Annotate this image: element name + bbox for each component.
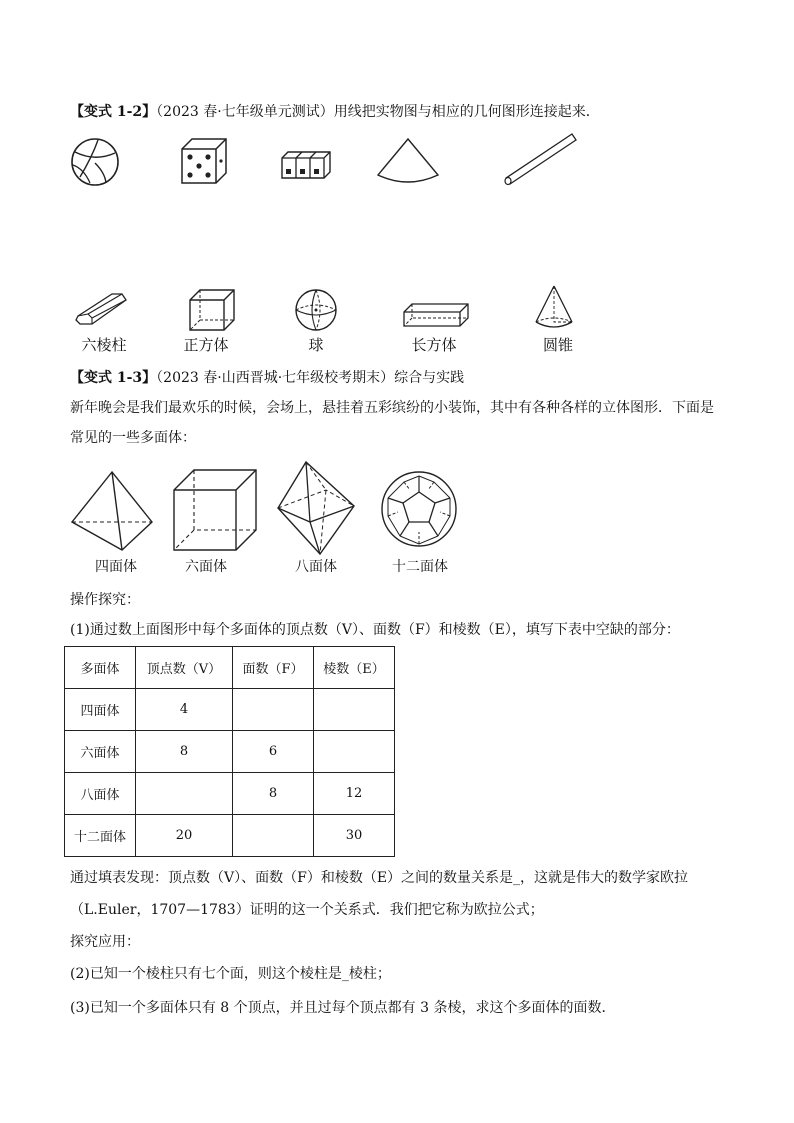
table-header-row — [65, 647, 395, 689]
table-cell: 12 — [314, 773, 395, 815]
label-cuboid: 长方体 — [411, 336, 457, 354]
discover-line-1: 通过填表发现：顶点数（V）、面数（F）和棱数（E）之间的数量关系是_，这就是伟大的数学家欧拉 — [70, 870, 689, 886]
rod-image — [502, 130, 578, 186]
problem-tag: 【变式 1-3】 — [70, 370, 157, 386]
paragraph-line-1: 新年晚会是我们最欢乐的时候，会场上，悬挂着五彩缤纷的小装饰，其中有各种各样的立体图形．下面是 — [70, 400, 714, 416]
label-cube: 正方体 — [183, 336, 229, 354]
fan-image — [376, 137, 440, 187]
table-cell: 四面体 — [65, 689, 136, 731]
dodecahedron-icon — [380, 470, 458, 548]
problem-1-2-heading — [70, 102, 600, 122]
problem-source: （2023 春·七年级单元测试） — [156, 104, 334, 120]
table-cell: 20 — [136, 815, 233, 857]
octahedron-icon — [276, 460, 356, 556]
table-cell[interactable] — [233, 689, 314, 731]
table-cell[interactable] — [314, 731, 395, 773]
label-cone: 圆锥 — [542, 336, 573, 354]
table-cell: 六面体 — [65, 731, 136, 773]
header-cell: 面数（F） — [233, 647, 314, 689]
dice-image — [178, 135, 230, 187]
volleyball-image — [70, 137, 120, 187]
paragraph-line-2: 常见的一些多面体： — [70, 430, 196, 446]
header-cell: 顶点数（V） — [136, 647, 233, 689]
box-blocks-image — [280, 150, 332, 180]
table-cell: 8 — [136, 731, 233, 773]
question-1: (1)通过数上面图形中每个多面体的顶点数（V）、面数（F）和棱数（E），填写下表中空缺的部分： — [70, 622, 680, 638]
table-cell: 6 — [233, 731, 314, 773]
label-tetrahedron: 四面体 — [95, 559, 137, 575]
question-2: (2)已知一个棱柱只有七个面，则这个棱柱是_棱柱； — [70, 966, 391, 982]
table-row — [65, 731, 395, 773]
header-cell: 棱数（E） — [314, 647, 395, 689]
table-cell: 4 — [136, 689, 233, 731]
table-cell[interactable] — [233, 815, 314, 857]
table-cell: 8 — [233, 773, 314, 815]
question-3: (3)已知一个多面体只有 8 个顶点，并且过每个顶点都有 3 条棱，求这个多面体的面数． — [70, 1000, 616, 1016]
operate-heading: 操作探究： — [70, 592, 140, 608]
table-cell: 30 — [314, 815, 395, 857]
polyhedron-table — [64, 646, 395, 857]
cube-icon — [188, 288, 236, 332]
table-row — [65, 815, 395, 857]
table-cell: 八面体 — [65, 773, 136, 815]
problem-text: 用线把实物图与相应的几何图形连接起来． — [333, 104, 600, 120]
header-cell: 多面体 — [65, 647, 136, 689]
problem-title: 综合与实践 — [394, 370, 465, 386]
cone-icon — [534, 284, 574, 332]
label-dodecahedron: 十二面体 — [392, 559, 448, 575]
table-cell: 十二面体 — [65, 815, 136, 857]
table-row — [65, 773, 395, 815]
label-hexahedron: 六面体 — [185, 559, 227, 575]
problem-1-3-heading — [70, 368, 464, 388]
hexahedron-icon — [172, 468, 258, 552]
table-cell[interactable] — [136, 773, 233, 815]
problem-source: （2023 春·山西晋城·七年级校考期末） — [156, 370, 395, 386]
label-sphere: 球 — [308, 336, 324, 354]
tetrahedron-icon — [70, 470, 154, 552]
label-octahedron: 八面体 — [295, 559, 337, 575]
discover-line-2: （L.Euler，1707—1783）证明的这一个关系式．我们把它称为欧拉公式； — [70, 902, 544, 918]
table-row — [65, 689, 395, 731]
table-cell[interactable] — [314, 689, 395, 731]
hexagonal-prism-icon — [72, 290, 128, 330]
sphere-icon — [294, 288, 338, 332]
cuboid-icon — [402, 302, 470, 328]
problem-tag: 【变式 1-2】 — [70, 104, 157, 120]
label-hexagonal-prism: 六棱柱 — [81, 336, 127, 354]
apply-heading: 探究应用： — [70, 934, 140, 950]
